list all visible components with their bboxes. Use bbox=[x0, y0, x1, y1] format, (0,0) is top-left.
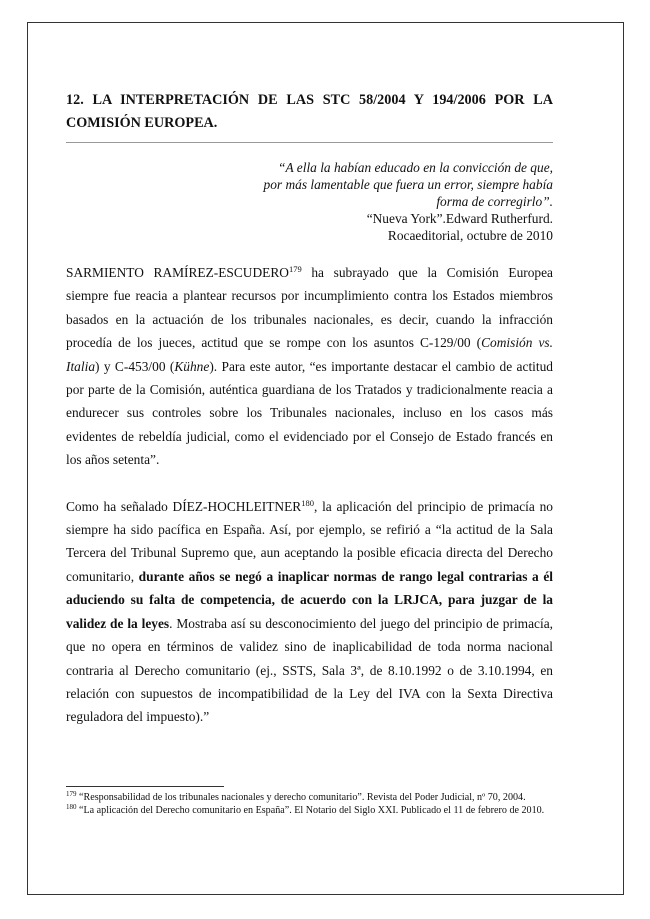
heading-rule bbox=[66, 142, 553, 143]
paragraph-2-text-b: , la aplicación del principio de primacía no siempre ha sido pacífica en España. Así, por ejemplo, se refirió a “la actitud de la Sala Tercera del Tribunal Supremo que, aun aceptando la posible eficacia directa del Derecho comunitario, bbox=[66, 498, 553, 584]
footnote-separator bbox=[66, 786, 224, 787]
paragraph-2-text-c: . Mostraba así su desconocimiento del juego del principio de primacía, que no opera en términos de validez sino de inaplicabilidad de toda norma nacional contraria al Derecho comunitario (ej., SSTS, Sala 3ª, de 8.10.1992 o de 3.10.1994, en relación con supuestos de incompatibilidad de la Ley del IVA con la Sexta Directiva reguladora del impuesto).” bbox=[66, 615, 553, 725]
footnote-text: “Responsabilidad de los tribunales nacionales y derecho comunitario”. Revista del Poder Judicial, nº 70, 2004. bbox=[76, 792, 526, 803]
case-name-comision-italia: Comisión vs. Italia bbox=[66, 335, 553, 374]
section-heading bbox=[66, 89, 553, 135]
footnote-179 bbox=[66, 792, 553, 805]
epigraph-quote-line-3: forma de corregirlo”. bbox=[436, 194, 553, 209]
epigraph bbox=[66, 159, 553, 244]
paragraph-2-bold-text: durante años se negó a inaplicar normas de rango legal contrarias a él aduciendo su falta de competencia, de acuerdo con la LRJCA, para juzgar de la validez de la leyes bbox=[66, 568, 554, 631]
heading-line-1: 12. LA INTERPRETACIÓN DE LAS STC 58/2004 Y 194/2006 POR LA bbox=[66, 92, 553, 108]
epigraph-quote-line-1: “A ella la habían educado en la convicción de que, bbox=[278, 160, 553, 175]
epigraph-source-line-2: Rocaeditorial, octubre de 2010 bbox=[387, 228, 553, 243]
case-name-kuhne: Kühne bbox=[174, 358, 210, 374]
footnote-number: 180 bbox=[66, 802, 77, 811]
epigraph-quote-line-2: por más lamentable que fuera un error, siempre había bbox=[263, 177, 553, 192]
paragraph-1-text-c: ). Para este autor, “es importante destacar el cambio de actitud por parte de la Comisión, auténtica guardiana de los Tratados y tradicionalmente reacia a endurecer sus controles sobre los Tribunales nacionales, incluso en los casos más evidentes de rebeldía judicial, como el evidenciado por el Consejo de Estado francés en los años setenta”. bbox=[66, 358, 553, 468]
footnote-ref-179[interactable]: 179 bbox=[288, 264, 302, 274]
paragraph-1-text-a: ha subrayado que la Comisión Europea siempre fue reacia a plantear recursos por incumplimiento contra los Estados miembros basados en la actuación de los tribunales nacionales, es decir, cuando la infracción procedía de los jueces, actitud que se rompe con los asuntos C-129/00 ( bbox=[66, 265, 554, 351]
paragraph-2 bbox=[66, 495, 553, 729]
author-name: SARMIENTO RAMÍREZ-ESCUDERO bbox=[66, 265, 289, 280]
heading-line-2: COMISIÓN EUROPEA. bbox=[66, 115, 218, 131]
paragraph-1-text-b: ) y C-453/00 ( bbox=[95, 358, 175, 374]
document-body bbox=[66, 89, 553, 729]
epigraph-source-line-1: “Nueva York”.Edward Rutherfurd. bbox=[366, 211, 553, 226]
paragraph-2-text-a: Como ha señalado DÍEZ-HOCHLEITNER bbox=[66, 498, 302, 514]
footnote-ref-180[interactable]: 180 bbox=[301, 497, 314, 508]
footnote-text: “La aplicación del Derecho comunitario en España”. El Notario del Siglo XXI. Publicado el 11 de febrero de 2010. bbox=[76, 804, 545, 816]
footnote-number: 179 bbox=[66, 790, 77, 798]
footnotes bbox=[66, 792, 553, 817]
paragraph-1 bbox=[66, 261, 553, 472]
footnote-180 bbox=[66, 802, 553, 818]
